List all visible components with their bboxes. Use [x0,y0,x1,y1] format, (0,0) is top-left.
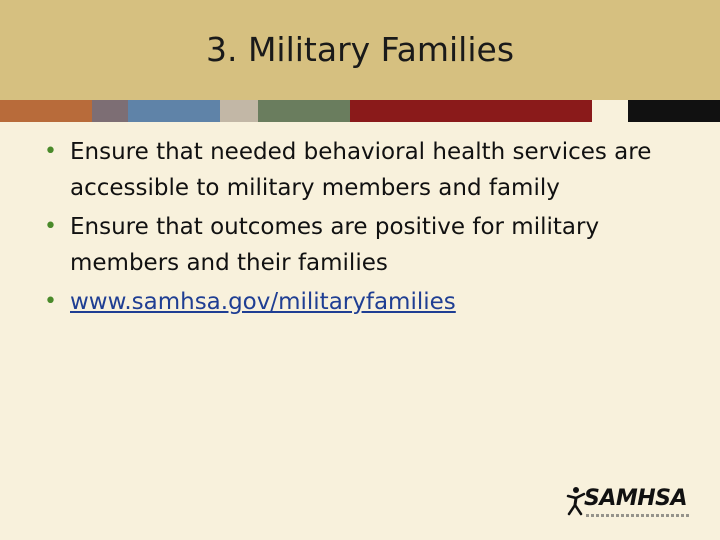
stripe-mauve [92,100,128,122]
logo-wordmark: SAMHSA [584,486,688,511]
bullet-item [44,284,704,320]
logo-tagline [586,514,690,517]
samhsa-logo [566,484,690,524]
bullet-item [44,134,704,206]
bullet-icon: • [44,289,57,314]
person-icon [566,486,586,516]
stripe-beige [220,100,258,122]
stripe-orange [0,100,92,122]
stripe-black [628,100,720,122]
stripe-red [350,100,592,122]
bullet-text: Ensure that outcomes are positive for military members and their families [70,214,600,276]
bullet-icon: • [44,139,57,164]
bullet-text: Ensure that needed behavioral health services are accessible to military members and family [70,139,652,201]
slide-title: 3. Military Families [205,30,515,69]
bullet-icon: • [44,214,57,239]
stripe-green [258,100,350,122]
stripe-blue [128,100,220,122]
bullet-item [44,209,704,281]
bullet-list [44,134,704,323]
samhsa-link[interactable]: www.samhsa.gov/militaryfamilies [70,289,456,315]
